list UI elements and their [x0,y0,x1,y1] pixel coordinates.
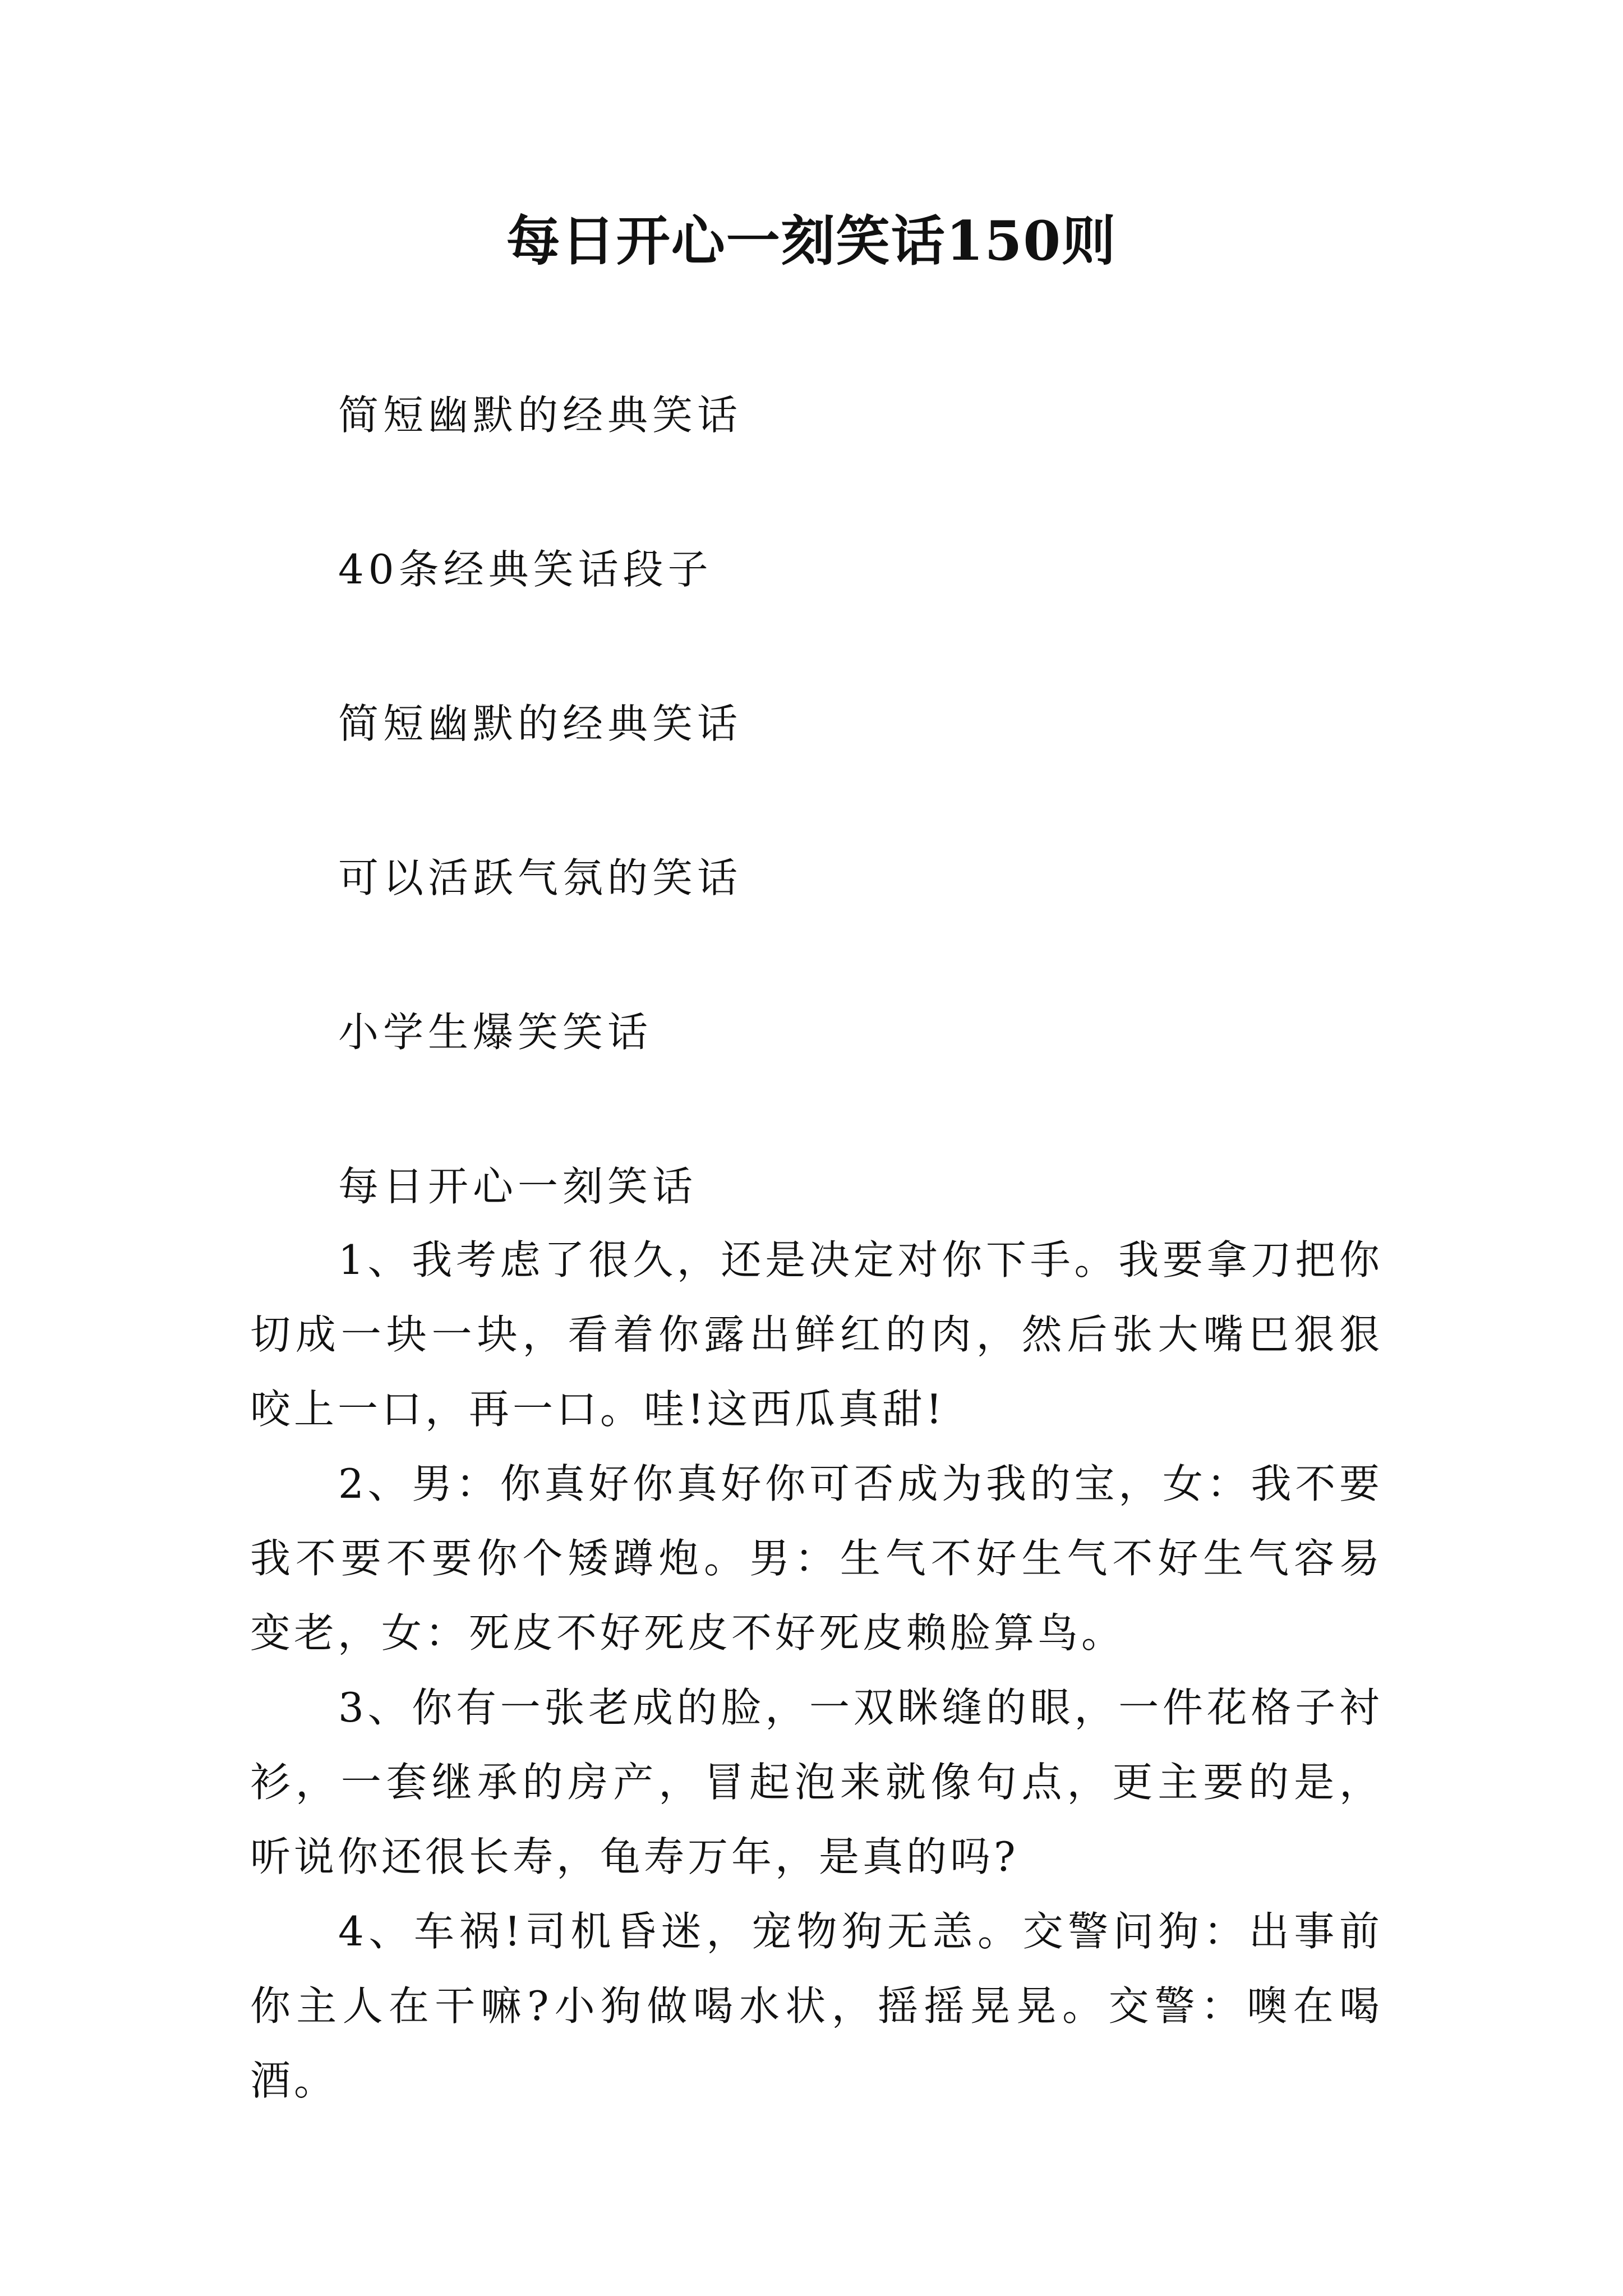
section-heading: 简短幽默的经典笑话 [338,392,743,439]
section-heading: 可以活跃气氛的笑话 [338,854,743,901]
section-heading: 小学生爆笑笑话 [338,1009,653,1056]
joke-paragraph: 4、车祸!司机昏迷，宠物狗无恙。交警问狗：出事前你主人在干嘛?小狗做喝水状，摇摇晃晃。交警：噢在喝酒。 [250,1908,1383,2104]
document-title: 每日开心一刻笑话150则 [506,209,1117,273]
joke-list [250,1223,1383,2118]
section-heading: 简短幽默的经典笑话 [338,700,743,747]
section-heading: 40条经典笑话段子 [338,546,713,593]
joke-paragraph: 3、你有一张老成的脸，一双眯缝的眼，一件花格子衬衫，一套继承的房产，冒起泡来就像句点，更主要的是，听说你还很长寿，龟寿万年，是真的吗? [250,1684,1383,1880]
joke-paragraph: 1、我考虑了很久，还是决定对你下手。我要拿刀把你切成一块一块，看着你露出鲜红的肉，然后张大嘴巴狠狠咬上一口，再一口。哇!这西瓜真甜! [250,1236,1383,1433]
joke-paragraph: 2、男：你真好你真好你可否成为我的宝，女：我不要我不要不要你个矮蹲炮。男：生气不好生气不好生气容易变老，女：死皮不好死皮不好死皮赖脸算鸟。 [250,1460,1383,1657]
section-heading: 每日开心一刻笑话 [338,1163,698,1210]
